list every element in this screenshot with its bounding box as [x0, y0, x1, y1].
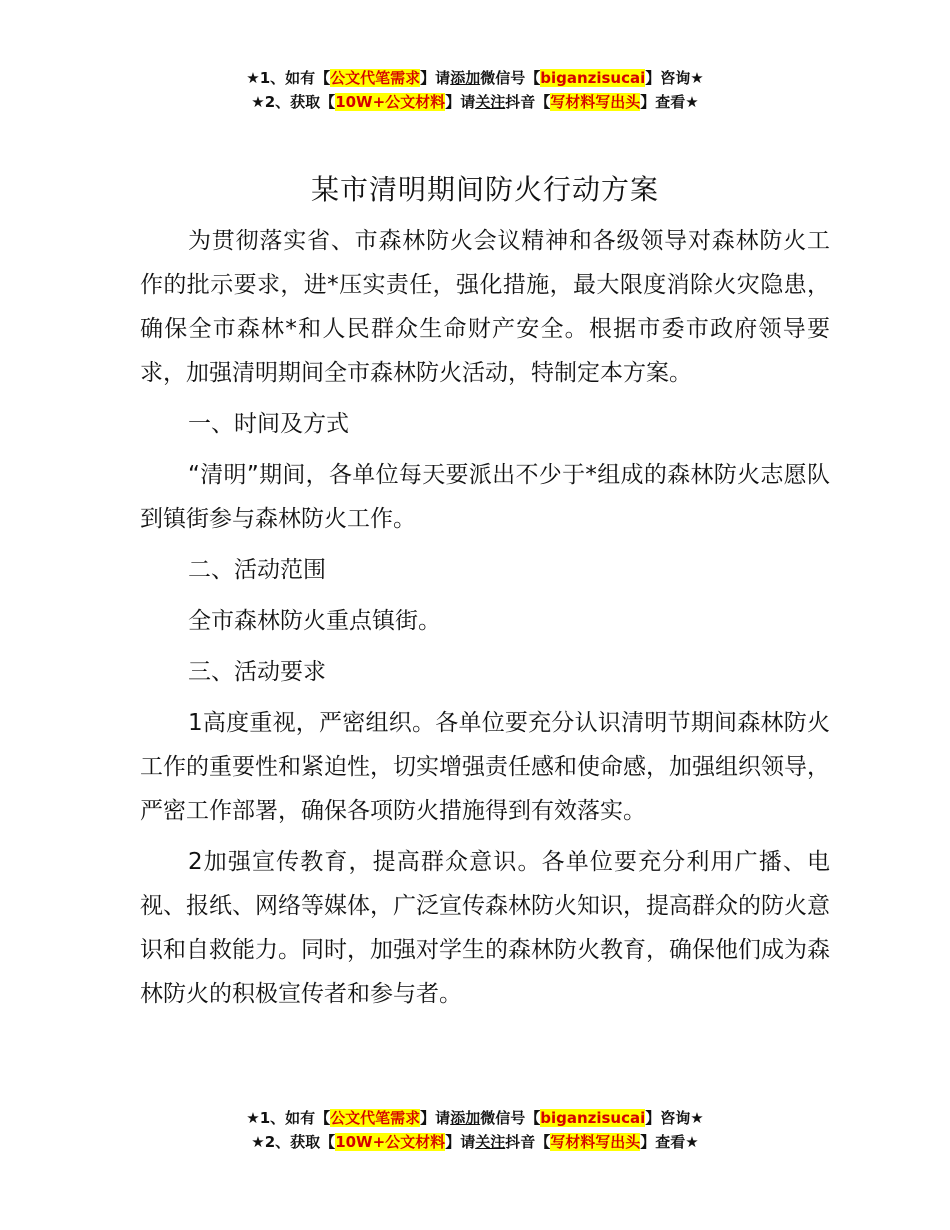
promo-highlight: 10W+公文材料 [335, 93, 446, 111]
promo-highlight: 10W+公文材料 [335, 1133, 446, 1151]
promo-highlight: 公文代笔需求 [330, 69, 421, 87]
paragraph-time: “清明”期间，各单位每天要派出不少于*组成的森林防火志愿队到镇街参与森林防火工作。 [140, 462, 830, 532]
promo-banner-bottom [0, 1106, 950, 1154]
promo-line-2: ★2、获取【10W+公文材料】请关注抖音【写材料写出头】查看★ [251, 1133, 699, 1151]
page-title: 某市清明期间防火行动方案 [310, 173, 659, 206]
promo-highlight: 写材料写出头 [550, 1133, 641, 1151]
promo-highlight: 公文代笔需求 [330, 1109, 421, 1127]
promo-line-1: ★1、如有【公文代笔需求】请添加微信号【biganzisucai】咨询★ [246, 69, 704, 87]
promo-highlight: biganzisucai [540, 1109, 646, 1127]
promo-line-1: ★1、如有【公文代笔需求】请添加微信号【biganzisucai】咨询★ [246, 1109, 704, 1127]
promo-highlight: 写材料写出头 [550, 93, 641, 111]
promo-line-2: ★2、获取【10W+公文材料】请关注抖音【写材料写出头】查看★ [251, 93, 699, 111]
document-body [140, 168, 830, 1023]
section-heading-3: 三、活动要求 [188, 659, 326, 685]
section-heading-1: 一、时间及方式 [188, 411, 349, 437]
promo-highlight: biganzisucai [540, 69, 646, 87]
paragraph-requirement-1: 1高度重视，严密组织。各单位要充分认识清明节期间森林防火工作的重要性和紧迫性，切实增强责任感和使命感，加强组织领导，严密工作部署，确保各项防火措施得到有效落实。 [140, 710, 830, 824]
paragraph-intro: 为贯彻落实省、市森林防火会议精神和各级领导对森林防火工作的批示要求，进*压实责任，强化措施，最大限度消除火灾隐患，确保全市森林*和人民群众生命财产安全。根据市委市政府领导要求，加强清明期间全市森林防火活动，特制定本方案。 [140, 228, 830, 386]
paragraph-scope: 全市森林防火重点镇街。 [188, 608, 441, 634]
paragraph-requirement-2: 2加强宣传教育，提高群众意识。各单位要充分利用广播、电视、报纸、网络等媒体，广泛宣传森林防火知识，提高群众的防火意识和自救能力。同时，加强对学生的森林防火教育，确保他们成为森林防火的积极宣传者和参与者。 [140, 849, 830, 1007]
promo-banner-top [0, 66, 950, 114]
section-heading-2: 二、活动范围 [188, 557, 326, 583]
